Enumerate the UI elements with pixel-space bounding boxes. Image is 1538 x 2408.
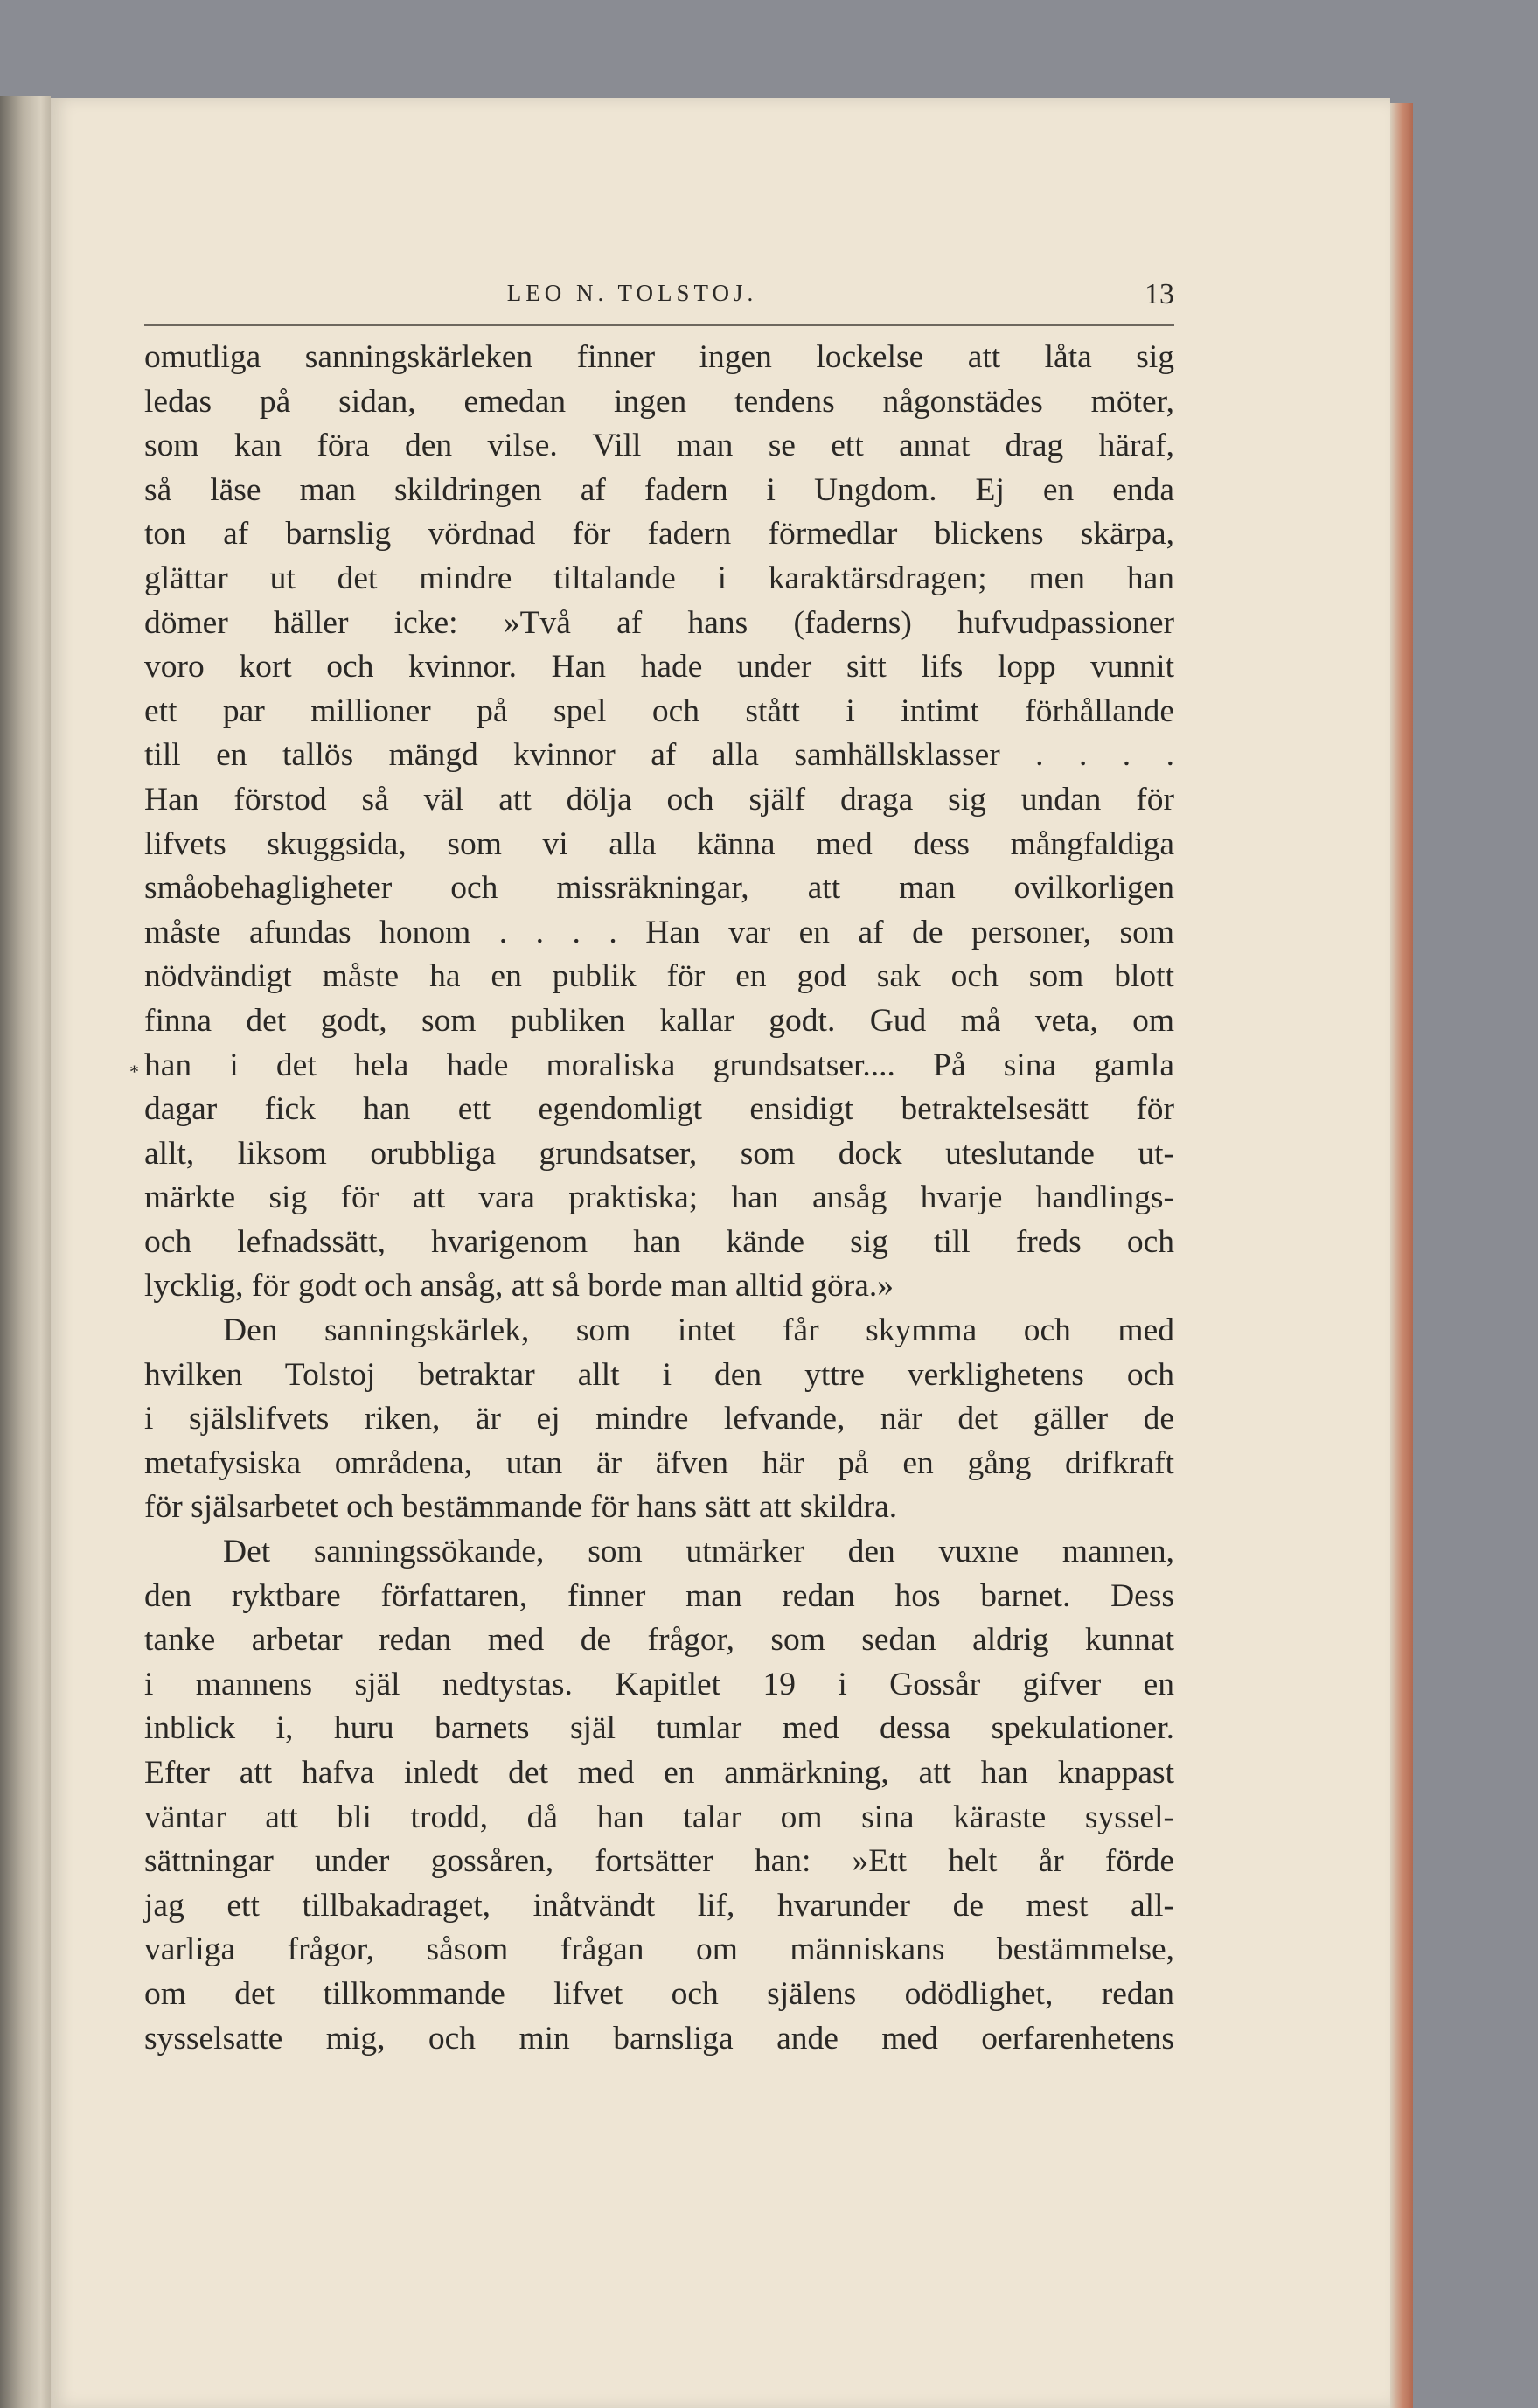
text-line: den ryktbare författaren, finner man redan hos barnet. Dess xyxy=(144,1577,1174,1614)
text-line: i själslifvets riken, är ej mindre lefvande, när det gäller de xyxy=(144,1401,1174,1437)
text-line: finna det godt, som publiken kallar godt. Gud må veta, om xyxy=(144,1002,1174,1039)
header-rule xyxy=(144,324,1174,326)
text-line: han i det hela hade moraliska grundsatser.... På sina gamla xyxy=(144,1047,1174,1083)
text-line: till en tallös mängd kvinnor af alla samhällsklasser . . . . xyxy=(144,737,1174,774)
text-line: så läse man skildringen af fadern i Ungdom. Ej en enda xyxy=(144,471,1174,508)
page-header xyxy=(90,280,1174,322)
text-line: dömer häller icke: »Två af hans (faderns) hufvudpassioner xyxy=(144,604,1174,641)
page-number: 13 xyxy=(1145,278,1174,310)
margin-asterisk-mark: * xyxy=(129,1061,139,1082)
text-line: ledas på sidan, emedan ingen tendens någonstädes möter, xyxy=(144,383,1174,420)
text-line: måste afundas honom . . . . Han var en af de personer, som xyxy=(144,914,1174,950)
text-line: jag ett tillbakadraget, inåtvändt lif, hvarunder de mest all- xyxy=(144,1887,1174,1924)
text-line: voro kort och kvinnor. Han hade under sitt lifs lopp vunnit xyxy=(144,649,1174,686)
text-line: varliga frågor, såsom frågan om människans bestämmelse, xyxy=(144,1931,1174,1968)
text-line: sysselsatte mig, och min barnsliga ande med oerfarenhetens xyxy=(144,2020,1174,2057)
text-line: ett par millioner på spel och stått i intimt förhållande xyxy=(144,692,1174,729)
text-line: Efter att hafva inledt det med en anmärkning, att han knappast xyxy=(144,1755,1174,1791)
body-text xyxy=(144,336,1174,2061)
text-line: Det sanningssökande, som utmärker den vuxne mannen, xyxy=(223,1534,1174,1570)
running-head: LEO N. TOLSTOJ. xyxy=(506,280,758,306)
text-line: inblick i, huru barnets själ tumlar med dessa spekulationer. xyxy=(144,1710,1174,1747)
text-line: och lefnadssätt, hvarigenom han kände sig till freds och xyxy=(144,1223,1174,1260)
text-line: hvilken Tolstoj betraktar allt i den yttre verklighetens och xyxy=(144,1356,1174,1393)
text-line: lifvets skuggsida, som vi alla känna med dess mångfaldiga xyxy=(144,825,1174,862)
page-fore-edge xyxy=(1390,103,1413,2408)
text-line: ton af barnslig vördnad för fadern förmedlar blickens skärpa, xyxy=(144,516,1174,553)
text-line: Den sanningskärlek, som intet får skymma och med xyxy=(223,1312,1174,1349)
text-line: metafysiska områdena, utan är äfven här på en gång drifkraft xyxy=(144,1444,1174,1481)
text-line: lycklig, för godt och ansåg, att så borde man alltid göra.» xyxy=(144,1268,894,1305)
text-line: som kan föra den vilse. Vill man se ett annat drag häraf, xyxy=(144,428,1174,464)
text-line: sättningar under gossåren, fortsätter han: »Ett helt år förde xyxy=(144,1843,1174,1880)
text-line: småobehagligheter och missräkningar, att man ovilkorligen xyxy=(144,870,1174,907)
text-line: väntar att bli trodd, då han talar om sina käraste syssel- xyxy=(144,1799,1174,1835)
text-line: Han förstod så väl att dölja och själf draga sig undan för xyxy=(144,781,1174,818)
text-line: dagar fick han ett egendomligt ensidigt betraktelsesätt för xyxy=(144,1091,1174,1128)
text-line: allt, liksom orubbliga grundsatser, som dock uteslutande ut- xyxy=(144,1135,1174,1172)
text-line: nödvändigt måste ha en publik för en god sak och som blott xyxy=(144,958,1174,995)
text-line: märkte sig för att vara praktiska; han ansåg hvarje handlings- xyxy=(144,1180,1174,1216)
text-line: tanke arbetar redan med de frågor, som sedan aldrig kunnat xyxy=(144,1622,1174,1659)
text-line: glättar ut det mindre tiltalande i karaktärsdragen; men han xyxy=(144,560,1174,596)
text-line: om det tillkommande lifvet och själens odödlighet, redan xyxy=(144,1975,1174,2012)
text-line: i mannens själ nedtystas. Kapitlet 19 i Gossår gifver en xyxy=(144,1666,1174,1702)
text-line: omutliga sanningskärleken finner ingen lockelse att låta sig xyxy=(144,339,1174,375)
text-line: för själsarbetet och bestämmande för hans sätt att skildra. xyxy=(144,1489,898,1526)
left-page-edge xyxy=(0,96,51,2408)
